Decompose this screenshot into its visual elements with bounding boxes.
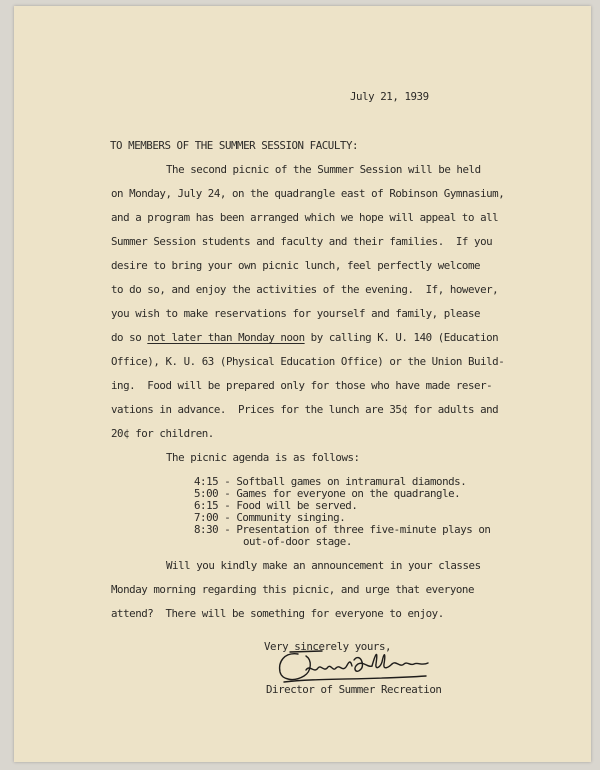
agenda-intro: The picnic agenda is as follows: (166, 451, 360, 464)
signer-title: Director of Summer Recreation (266, 683, 442, 696)
agenda-time: 6:15 (194, 499, 219, 512)
paragraph-line: attend? There will be something for everyone to enjoy. (111, 607, 444, 620)
paragraph-line: vations in advance. Prices for the lunch are 35¢ for adults and (111, 403, 499, 416)
paragraph-line: The second picnic of the Summer Session will be held (166, 163, 481, 176)
agenda-item: 4:15 - Softball games on intramural diamonds. (194, 475, 467, 488)
paragraph-line: and a program has been arranged which we hope will appeal to all (111, 211, 499, 224)
paragraph-line: ing. Food will be prepared only for those who have made reser- (111, 379, 493, 392)
agenda-continuation: out-of-door stage. (243, 535, 352, 548)
agenda-item: 8:30 - Presentation of three five-minute plays on (194, 523, 491, 536)
agenda-time: 4:15 (194, 475, 219, 488)
letter-page (14, 6, 591, 762)
agenda-text: Presentation of three five-minute plays on (236, 523, 491, 536)
paragraph-line: you wish to make reservations for yourself and family, please (111, 307, 481, 320)
line-text: do so (111, 331, 148, 344)
paragraph-line: to do so, and enjoy the activities of the evening. If, however, (111, 283, 499, 296)
agenda-item: 5:00 - Games for everyone on the quadrangle. (194, 487, 461, 500)
agenda-text: Community singing. (236, 511, 346, 524)
agenda-item: 6:15 - Food will be served. (194, 499, 358, 512)
paragraph-line: on Monday, July 24, on the quadrangle east of Robinson Gymnasium, (111, 187, 505, 200)
paragraph-line: 20¢ for children. (111, 427, 214, 440)
paragraph-line: Monday morning regarding this picnic, and urge that everyone (111, 583, 475, 596)
agenda-text: Games for everyone on the quadrangle. (236, 487, 461, 500)
agenda-time: 7:00 (194, 511, 219, 524)
line-text: by calling K. U. 140 (Education (304, 331, 499, 344)
underlined-deadline: not later than Monday noon (147, 331, 305, 344)
agenda-time: 5:00 (194, 487, 219, 500)
handwritten-signature (276, 646, 446, 686)
salutation: TO MEMBERS OF THE SUMMER SESSION FACULTY: (110, 139, 359, 152)
paragraph-line: Will you kindly make an announcement in your classes (166, 559, 481, 572)
closing: Very sincerely yours, (264, 640, 392, 653)
paragraph-line (111, 333, 498, 344)
agenda-text: Food will be served. (236, 499, 358, 512)
paragraph-line: Summer Session students and faculty and their families. If you (111, 235, 493, 248)
agenda-text: Softball games on intramural diamonds. (236, 475, 467, 488)
paragraph-line: desire to bring your own picnic lunch, feel perfectly welcome (111, 259, 481, 272)
paragraph-line: Office), K. U. 63 (Physical Education Office) or the Union Build- (111, 355, 505, 368)
agenda-time: 8:30 (194, 523, 219, 536)
letter-date: July 21, 1939 (350, 90, 429, 103)
agenda-item: 7:00 - Community singing. (194, 511, 346, 524)
